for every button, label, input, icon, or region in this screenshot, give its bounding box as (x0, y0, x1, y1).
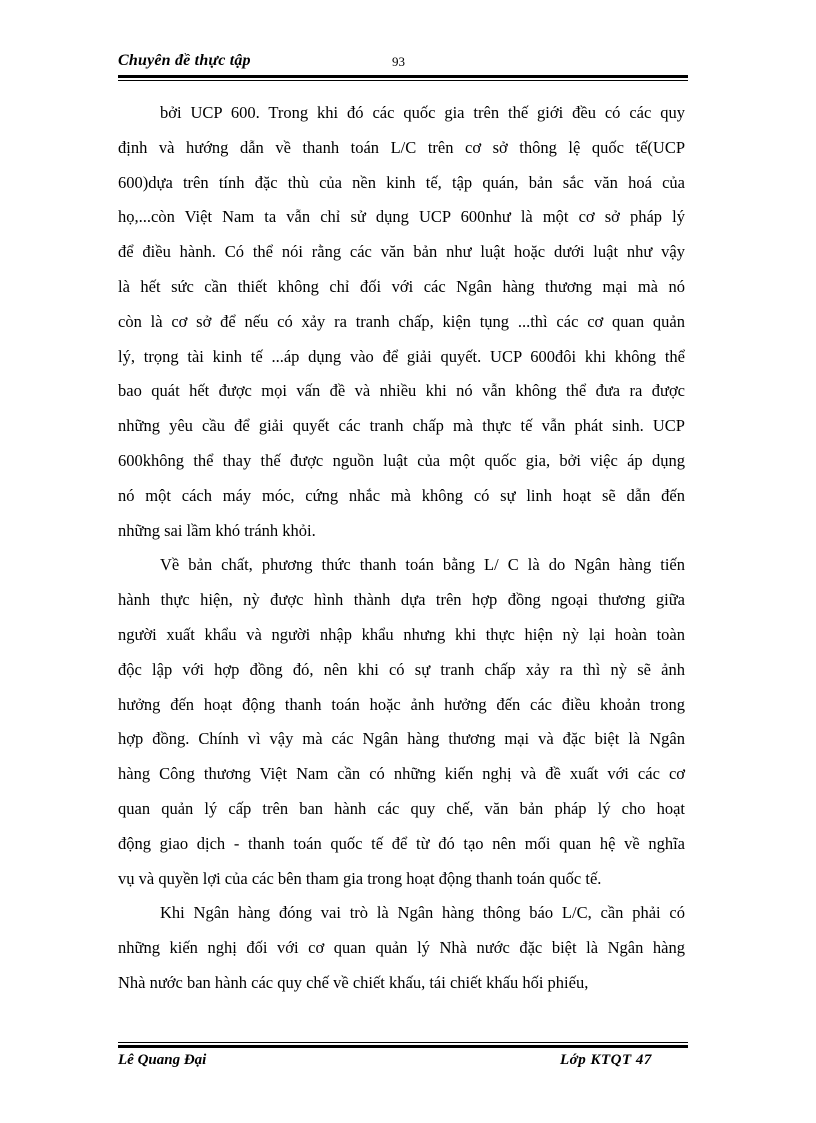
paragraph-line: 600không thể thay thế được nguồn luật của một quốc gia, bởi việc áp dụng (118, 450, 685, 470)
header-title: Chuyên đề thực tập (118, 52, 251, 69)
paragraph-line: định và hướng dẫn về thanh toán L/C trên cơ sở thông lệ quốc tế(UCP (118, 137, 685, 157)
paragraph-line: những sai lầm khó tránh khỏi. (118, 520, 316, 540)
paragraph-line: còn là cơ sở để nếu có xảy ra tranh chấp, kiện tụng ...thì các cơ quan quản (118, 311, 685, 331)
paragraph-3 (118, 896, 685, 1000)
paragraph-line: Về bản chất, phương thức thanh toán bằng L/ C là do Ngân hàng tiến (160, 555, 685, 575)
paragraph-line: lý, trọng tài kinh tế ...áp dụng vào để giải quyết. UCP 600đôi khi không thể (118, 346, 685, 366)
paragraph-2 (118, 548, 685, 896)
paragraph-1 (118, 96, 685, 548)
paragraph-line: hàng Công thương Việt Nam cần có những kiến nghị và đề xuất với các cơ (118, 764, 685, 784)
header-rule-thin (118, 80, 688, 81)
paragraph-line: những kiến nghị đối với cơ quan quản lý Nhà nước đặc biệt là Ngân hàng (118, 938, 685, 958)
paragraph-line: hưởng đến hoạt động thanh toán hoặc ảnh hưởng đến các điều khoản trong (118, 694, 685, 714)
footer-class: Lớp KTQT 47 (560, 1052, 652, 1068)
header-page-number: 93 (392, 54, 405, 69)
paragraph-line: nó một cách máy móc, cứng nhắc mà không có sự linh hoạt sẽ dẫn đến (118, 485, 685, 505)
paragraph-line: vụ và quyền lợi của các bên tham gia trong hoạt động thanh toán quốc tế. (118, 868, 602, 888)
footer-rule-thin (118, 1042, 688, 1043)
paragraph-line: hành thực hiện, nỳ được hình thành dựa trên hợp đồng ngoại thương giữa (118, 590, 685, 610)
paragraph-line: là hết sức cần thiết không chỉ đối với các Ngân hàng thương mại mà nó (118, 276, 685, 296)
paragraph-line: bao quát hết được mọi vấn đề và nhiều khi nó vẫn không thể đưa ra được (118, 381, 685, 401)
footer-rule-thick (118, 1045, 688, 1048)
paragraph-line: bởi UCP 600. Trong khi đó các quốc gia trên thế giới đều có các quy (160, 103, 685, 122)
paragraph-line: hợp đồng. Chính vì vậy mà các Ngân hàng thương mại và đặc biệt là Ngân (118, 729, 685, 749)
paragraph-line: động giao dịch - thanh toán quốc tế để từ đó tạo nên mối quan hệ về nghĩa (118, 833, 685, 853)
paragraph-line: để điều hành. Có thể nói rằng các văn bản như luật hoặc dưới luật như vậy (118, 242, 685, 262)
footer-author: Lê Quang Đại (118, 1052, 207, 1068)
paragraph-line: người xuất khẩu và người nhập khẩu nhưng khi thực hiện nỳ lại hoàn toàn (118, 624, 685, 644)
body-text (118, 96, 685, 1001)
paragraph-line: những yêu cầu để giải quyết các tranh chấp mà thực tế vẫn phát sinh. UCP (118, 416, 685, 436)
page-footer (118, 1052, 688, 1074)
paragraph-line: 600)dựa trên tính đặc thù của nền kinh tế, tập quán, bản sắc văn hoá của (118, 172, 685, 192)
paragraph-line: họ,...còn Việt Nam ta vẫn chỉ sử dụng UCP 600như là một cơ sở pháp lý (118, 207, 685, 227)
paragraph-line: Nhà nước ban hành các quy chế về chiết khấu, tái chiết khấu hối phiếu, (118, 972, 589, 992)
page-header (118, 52, 688, 74)
paragraph-line: Khi Ngân hàng đóng vai trò là Ngân hàng thông báo L/C, cần phải có (160, 903, 685, 923)
header-rule-thick (118, 75, 688, 78)
paragraph-line: quan quản lý cấp trên ban hành các quy chế, văn bản pháp lý cho hoạt (118, 798, 685, 818)
paragraph-line: độc lập với hợp đồng đó, nên khi có sự tranh chấp xảy ra thì nỳ sẽ ảnh (118, 659, 685, 679)
